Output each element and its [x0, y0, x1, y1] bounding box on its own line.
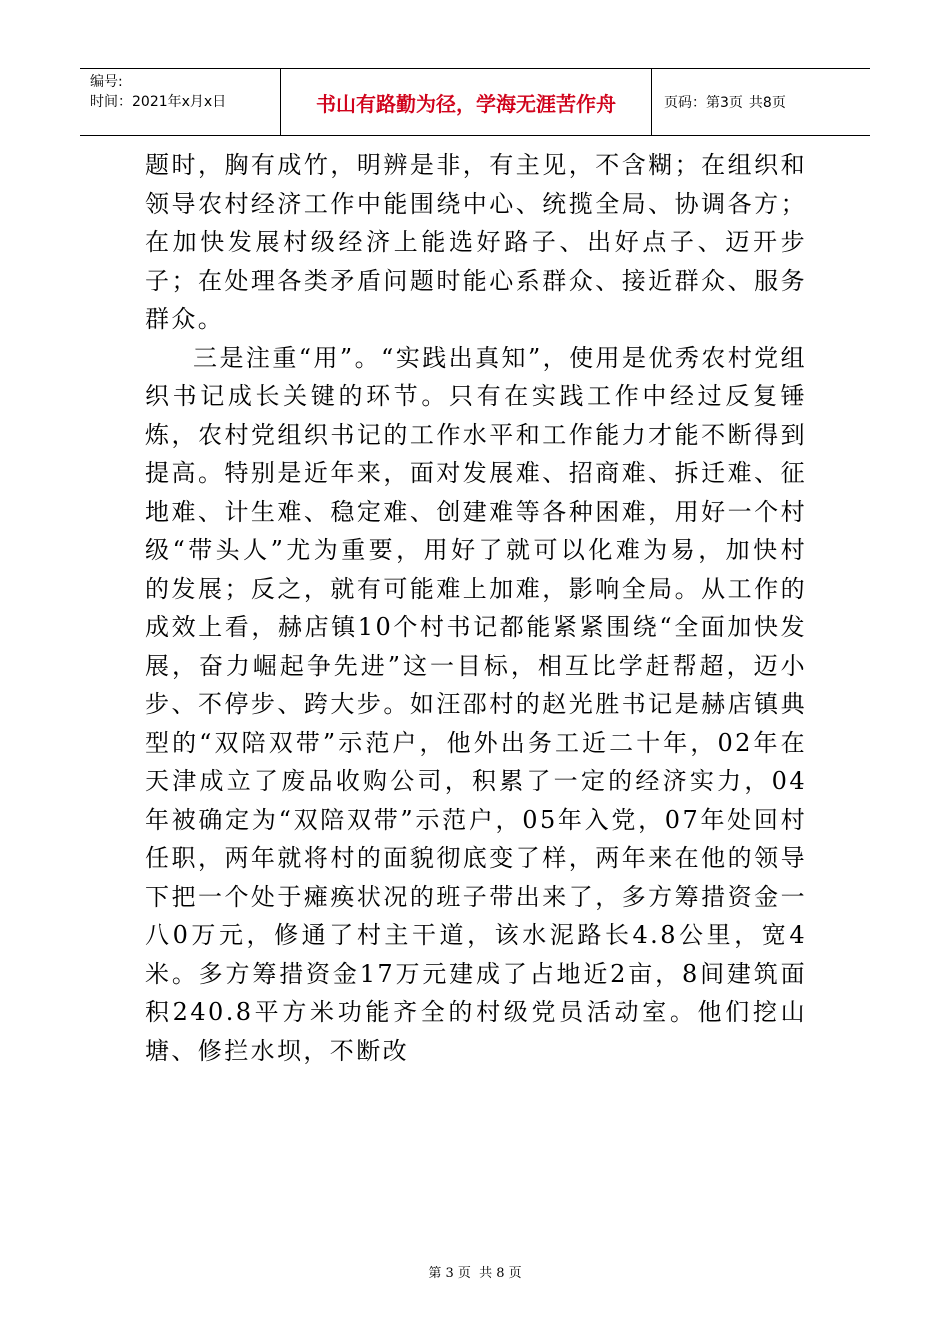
- document-time-label: 时间：2021年x月x日: [90, 94, 227, 110]
- footer-page-total: 共 8 页: [479, 1266, 522, 1281]
- page-header: [80, 68, 870, 136]
- page-footer: [0, 1262, 950, 1281]
- paragraph-usage: 三是注重“用”。“实践出真知”，使用是优秀农村党组织书记成长关键的环节。只有在实践工作中经过反复锤炼，农村党组织书记的工作水平和工作能力才能不断得到提高。特别是近年来，面对发展难、招商难、拆迁难、征地难、计生难、稳定难、创建难等各种困难，用好一个村级“带头人”尤为重要，用好了就可以化难为易，加快村的发展；反之，就有可能难上加难，影响全局。从工作的成效上看，赫店镇10个村书记都能紧紧围绕“全面加快发展，奋力崛起争先进”这一目标，相互比学赶帮超，迈小步、不停步、跨大步。如汪邵村的赵光胜书记是赫店镇典型的“双陪双带”示范户，他外出务工近二十年，02年在天津成立了废品收购公司，积累了一定的经济实力，04年被确定为“双陪双带”示范户，05年入党，07年处回村任职，两年就将村的面貌彻底变了样，两年来在他的领导下把一个处于瘫痪状况的班子带出来了，多方筹措资金一八0万元，修通了村主干道，该水泥路长4.8公里，宽4米。多方筹措资金17万元建成了占地近2亩，8间建筑面积240.8平方米功能齐全的村级党员活动室。他们挖山塘、修拦水坝，不断改: [145, 343, 807, 1065]
- document-body: [145, 146, 807, 1070]
- header-meta: [80, 69, 281, 135]
- header-page-number: 页码：第3页: [664, 95, 743, 111]
- header-page-total: 共8页: [748, 95, 786, 111]
- header-page-info: [652, 69, 870, 135]
- header-motto: 书山有路勤为径，学海无涯苦作舟: [281, 69, 652, 135]
- paragraph-continued: 题时，胸有成竹，明辨是非，有主见，不含糊；在组织和领导农村经济工作中能围绕中心、统揽全局、协调各方；在加快发展村级经济上能选好路子、出好点子、迈开步子；在处理各类矛盾问题时能心系群众、接近群众、服务群众。: [145, 151, 807, 333]
- footer-page-number: 第 3 页: [428, 1266, 471, 1281]
- document-number-label: 编号:: [90, 74, 123, 90]
